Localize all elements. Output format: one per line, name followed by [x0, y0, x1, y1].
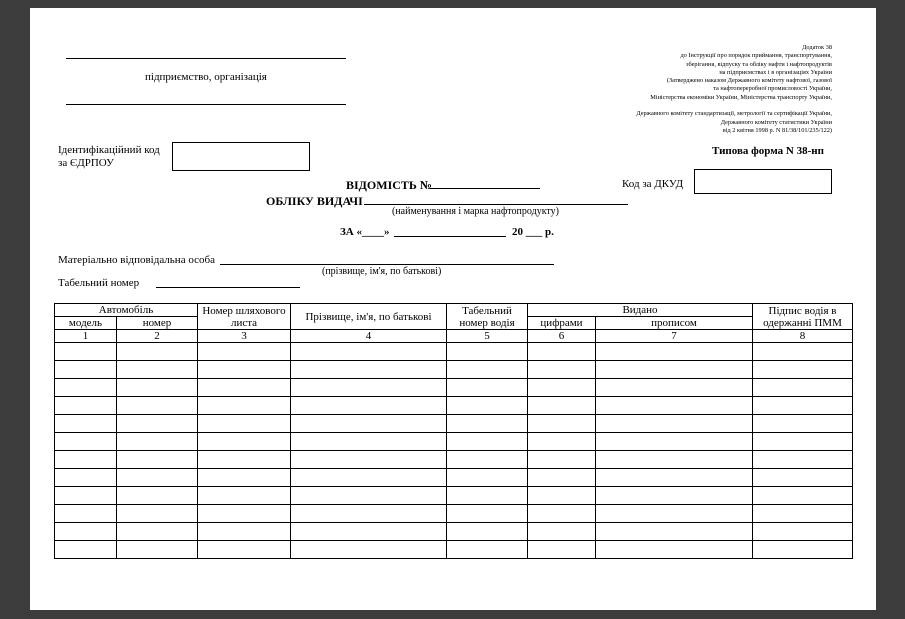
table-row [55, 379, 853, 397]
table-cell[interactable] [117, 433, 198, 451]
col-sign: Підпис водія в одержанні ПММ [753, 304, 853, 330]
table-cell[interactable] [291, 451, 447, 469]
table-cell[interactable] [55, 379, 117, 397]
table-cell[interactable] [596, 541, 753, 559]
table-row [55, 397, 853, 415]
table-cell[interactable] [596, 505, 753, 523]
table-cell[interactable] [117, 343, 198, 361]
id-code-field[interactable] [172, 142, 310, 171]
note-line: до Інструкції про порядок приймання, транспортування, [680, 52, 832, 60]
table-cell[interactable] [55, 505, 117, 523]
product-line [364, 204, 628, 205]
statement-subtitle: ОБЛІКУ ВИДАЧІ [266, 194, 363, 208]
table-cell[interactable] [291, 505, 447, 523]
table-cell[interactable] [291, 343, 447, 361]
table-cell[interactable] [117, 505, 198, 523]
table-row [55, 505, 853, 523]
col-index: 8 [753, 330, 853, 343]
table-cell[interactable] [117, 397, 198, 415]
table-cell[interactable] [198, 505, 291, 523]
table-cell[interactable] [55, 523, 117, 541]
table-cell[interactable] [198, 433, 291, 451]
note-line: зберігання, відпуску та обліку нафти і нафтопродуктів [686, 60, 832, 68]
table-cell[interactable] [528, 397, 596, 415]
table-cell[interactable] [55, 469, 117, 487]
note-line: Державного комітету статистики України [720, 118, 832, 126]
table-cell[interactable] [447, 415, 528, 433]
table-cell[interactable] [753, 541, 853, 559]
col-words: прописом [596, 317, 753, 330]
col-index: 4 [291, 330, 447, 343]
responsible-person-line [220, 264, 554, 265]
table-cell[interactable] [753, 415, 853, 433]
table-cell[interactable] [198, 487, 291, 505]
table-row [55, 361, 853, 379]
table-cell[interactable] [117, 415, 198, 433]
col-tab: Табельний номер водія [447, 304, 528, 330]
table-cell[interactable] [753, 361, 853, 379]
table-cell[interactable] [596, 523, 753, 541]
table-cell[interactable] [291, 379, 447, 397]
table-cell[interactable] [55, 415, 117, 433]
col-digits: цифрами [528, 317, 596, 330]
col-index: 3 [198, 330, 291, 343]
statement-title: ВІДОМІСТЬ № [346, 178, 432, 192]
document-page [30, 8, 876, 610]
note-line: та нафтопереробної промисловості України, [713, 85, 832, 93]
table-row [55, 523, 853, 541]
table-row [55, 433, 853, 451]
col-index: 6 [528, 330, 596, 343]
table-cell[interactable] [596, 487, 753, 505]
table-cell[interactable] [528, 505, 596, 523]
table-cell[interactable] [198, 379, 291, 397]
table-cell[interactable] [55, 397, 117, 415]
period-month-line [394, 236, 506, 237]
table-row [55, 415, 853, 433]
table-cell[interactable] [447, 379, 528, 397]
table-cell[interactable] [198, 397, 291, 415]
table-row [55, 451, 853, 469]
table-cell[interactable] [198, 343, 291, 361]
table-cell[interactable] [291, 469, 447, 487]
table-cell[interactable] [753, 379, 853, 397]
col-issued: Видано [528, 304, 753, 317]
dkud-label: Код за ДКУД [622, 178, 684, 190]
dkud-field[interactable] [694, 169, 832, 194]
table-cell[interactable] [596, 343, 753, 361]
table-cell[interactable] [291, 415, 447, 433]
table-cell[interactable] [753, 505, 853, 523]
table-cell[interactable] [753, 451, 853, 469]
tab-number-label: Табельний номер [58, 277, 140, 289]
table-cell[interactable] [596, 433, 753, 451]
id-code-label-2: за ЄДРПОУ [58, 157, 114, 169]
statement-number-line [430, 188, 540, 189]
table-cell[interactable] [596, 379, 753, 397]
table-cell[interactable] [528, 343, 596, 361]
table-cell[interactable] [447, 451, 528, 469]
table-cell[interactable] [753, 397, 853, 415]
col-waybill: Номер шляхового листа [198, 304, 291, 330]
responsible-person-hint: (прізвище, ім'я, по батькові) [322, 266, 442, 277]
product-hint: (найменування і марка нафтопродукту) [392, 206, 559, 217]
table-cell[interactable] [117, 379, 198, 397]
table-cell[interactable] [291, 361, 447, 379]
table-cell[interactable] [528, 361, 596, 379]
table-cell[interactable] [596, 469, 753, 487]
col-number: номер [117, 317, 198, 330]
table-cell[interactable] [291, 541, 447, 559]
table-row [55, 541, 853, 559]
table-cell[interactable] [528, 415, 596, 433]
enterprise-line-2 [66, 104, 346, 105]
table-cell[interactable] [198, 523, 291, 541]
note-line: на підприємствах і в організаціях України [719, 68, 832, 76]
issue-table [54, 303, 853, 559]
table-cell[interactable] [528, 451, 596, 469]
col-model: модель [55, 317, 117, 330]
table-cell[interactable] [117, 541, 198, 559]
table-cell[interactable] [447, 343, 528, 361]
note-line: Міністерства економіки України, Міністерства транспорту України, [650, 93, 832, 101]
table-cell[interactable] [117, 469, 198, 487]
col-index: 7 [596, 330, 753, 343]
note-line [636, 102, 832, 110]
appendix-note [636, 44, 832, 135]
table-cell[interactable] [291, 397, 447, 415]
table-cell[interactable] [596, 361, 753, 379]
responsible-person-label: Матеріально відповідальна особа [58, 254, 215, 266]
col-index: 5 [447, 330, 528, 343]
enterprise-line [66, 58, 346, 59]
table-cell[interactable] [447, 505, 528, 523]
table-cell[interactable] [753, 433, 853, 451]
table-cell[interactable] [447, 487, 528, 505]
table-cell[interactable] [528, 433, 596, 451]
tab-number-line [156, 287, 300, 288]
table-cell[interactable] [55, 361, 117, 379]
table-cell[interactable] [528, 379, 596, 397]
col-index: 1 [55, 330, 117, 343]
table-cell[interactable] [117, 523, 198, 541]
table-cell[interactable] [117, 361, 198, 379]
table-cell[interactable] [528, 523, 596, 541]
table-cell[interactable] [447, 433, 528, 451]
table-row [55, 343, 853, 361]
table-cell[interactable] [753, 469, 853, 487]
table-cell[interactable] [198, 451, 291, 469]
table-cell[interactable] [753, 487, 853, 505]
table-row [55, 469, 853, 487]
table-cell[interactable] [198, 541, 291, 559]
note-line: Державного комітету стандартизації, метрології та сертифікації України, [636, 110, 832, 118]
period-year: 20 ___ р. [512, 226, 554, 238]
table-cell[interactable] [291, 487, 447, 505]
table-cell[interactable] [447, 541, 528, 559]
table-cell[interactable] [117, 451, 198, 469]
table-cell[interactable] [198, 415, 291, 433]
table-cell[interactable] [198, 469, 291, 487]
table-cell[interactable] [596, 451, 753, 469]
col-car: Автомобіль [55, 304, 198, 317]
table-cell[interactable] [447, 469, 528, 487]
table-cell[interactable] [55, 451, 117, 469]
table-cell[interactable] [117, 487, 198, 505]
table-cell[interactable] [753, 343, 853, 361]
table-cell[interactable] [753, 523, 853, 541]
table-cell[interactable] [596, 397, 753, 415]
table-cell[interactable] [447, 361, 528, 379]
table-cell[interactable] [198, 361, 291, 379]
table-cell[interactable] [55, 541, 117, 559]
table-cell[interactable] [528, 541, 596, 559]
table-cell[interactable] [55, 343, 117, 361]
note-line: від 2 квітня 1998 р. N 81/38/101/235/122) [722, 126, 832, 134]
table-cell[interactable] [447, 397, 528, 415]
note-line: Додаток 38 [802, 44, 832, 51]
period-day: ЗА «____» [340, 226, 390, 238]
note-line: (Затверджено наказом Державного комітету нафтової, газової [666, 77, 832, 85]
table-cell[interactable] [447, 523, 528, 541]
table-row [55, 487, 853, 505]
col-index: 2 [117, 330, 198, 343]
table-cell[interactable] [55, 487, 117, 505]
table-cell[interactable] [291, 433, 447, 451]
table-cell[interactable] [55, 433, 117, 451]
table-cell[interactable] [291, 523, 447, 541]
table-cell[interactable] [528, 487, 596, 505]
table-cell[interactable] [596, 415, 753, 433]
form-title: Типова форма N 38-нп [712, 145, 824, 157]
id-code-label: Ідентифікаційний код [58, 144, 160, 156]
enterprise-label: підприємство, організація [145, 71, 267, 83]
col-name: Прізвище, ім'я, по батькові [291, 304, 447, 330]
table-cell[interactable] [528, 469, 596, 487]
